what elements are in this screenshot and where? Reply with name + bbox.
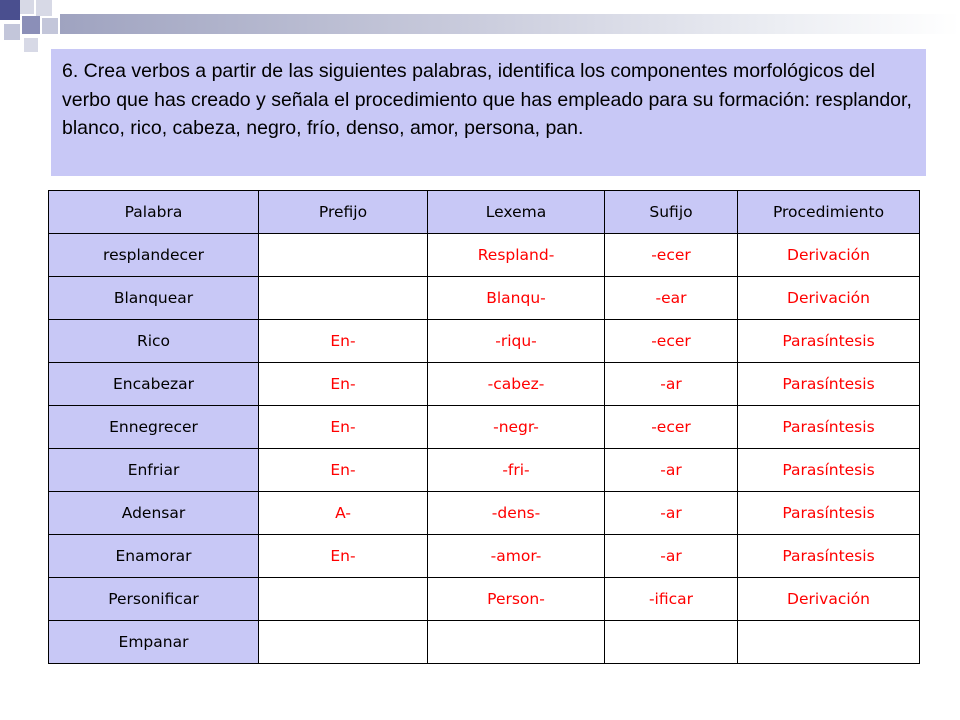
cell-lexema: Person- bbox=[428, 578, 605, 621]
cell-sufijo bbox=[605, 621, 738, 664]
cell-prefijo: A- bbox=[259, 492, 428, 535]
cell-sufijo: -ecer bbox=[605, 234, 738, 277]
table-row bbox=[49, 578, 920, 621]
cell-prefijo: En- bbox=[259, 320, 428, 363]
morphology-table bbox=[48, 190, 920, 664]
cell-sufijo: -ar bbox=[605, 535, 738, 578]
header-sufijo: Sufijo bbox=[605, 191, 738, 234]
cell-lexema: -fri- bbox=[428, 449, 605, 492]
cell-sufijo: -ar bbox=[605, 492, 738, 535]
table-header-row bbox=[49, 191, 920, 234]
cell-palabra: Empanar bbox=[49, 621, 259, 664]
header-procedimiento: Procedimiento bbox=[738, 191, 920, 234]
table-row bbox=[49, 277, 920, 320]
cell-lexema: -negr- bbox=[428, 406, 605, 449]
header-lexema: Lexema bbox=[428, 191, 605, 234]
cell-sufijo: -ear bbox=[605, 277, 738, 320]
table-row bbox=[49, 363, 920, 406]
header-prefijo: Prefijo bbox=[259, 191, 428, 234]
header-palabra: Palabra bbox=[49, 191, 259, 234]
cell-procedimiento: Derivación bbox=[738, 277, 920, 320]
table-row bbox=[49, 449, 920, 492]
deco-square bbox=[20, 0, 34, 14]
table-row bbox=[49, 234, 920, 277]
cell-prefijo bbox=[259, 621, 428, 664]
table-row bbox=[49, 320, 920, 363]
cell-procedimiento: Parasíntesis bbox=[738, 449, 920, 492]
cell-procedimiento: Derivación bbox=[738, 578, 920, 621]
cell-palabra: Ennegrecer bbox=[49, 406, 259, 449]
cell-prefijo bbox=[259, 578, 428, 621]
cell-palabra: Rico bbox=[49, 320, 259, 363]
cell-palabra: Enfriar bbox=[49, 449, 259, 492]
exercise-prompt: 6. Crea verbos a partir de las siguientes palabras, identifica los componentes morfológicos del verbo que has creado y señala el procedimiento que has empleado para su formación: resplandor, blanco, rico, cabeza, negro, frío, denso, amor, persona, pan. bbox=[51, 49, 926, 176]
cell-palabra: Encabezar bbox=[49, 363, 259, 406]
cell-prefijo: En- bbox=[259, 535, 428, 578]
cell-palabra: Enamorar bbox=[49, 535, 259, 578]
cell-prefijo: En- bbox=[259, 449, 428, 492]
deco-square bbox=[0, 0, 20, 20]
cell-lexema bbox=[428, 621, 605, 664]
cell-sufijo: -ar bbox=[605, 363, 738, 406]
cell-procedimiento: Parasíntesis bbox=[738, 535, 920, 578]
cell-procedimiento bbox=[738, 621, 920, 664]
cell-palabra: Personificar bbox=[49, 578, 259, 621]
cell-procedimiento: Parasíntesis bbox=[738, 492, 920, 535]
cell-prefijo: En- bbox=[259, 363, 428, 406]
title-gradient-bar bbox=[60, 14, 960, 34]
cell-lexema: -dens- bbox=[428, 492, 605, 535]
deco-square bbox=[24, 38, 38, 52]
deco-square bbox=[22, 16, 40, 34]
table-row bbox=[49, 621, 920, 664]
cell-sufijo: -ecer bbox=[605, 406, 738, 449]
table-row bbox=[49, 535, 920, 578]
cell-palabra: Blanquear bbox=[49, 277, 259, 320]
cell-procedimiento: Derivación bbox=[738, 234, 920, 277]
cell-procedimiento: Parasíntesis bbox=[738, 363, 920, 406]
cell-lexema: -cabez- bbox=[428, 363, 605, 406]
table-row bbox=[49, 492, 920, 535]
deco-square bbox=[4, 24, 20, 40]
cell-sufijo: -ecer bbox=[605, 320, 738, 363]
cell-procedimiento: Parasíntesis bbox=[738, 320, 920, 363]
cell-sufijo: -ar bbox=[605, 449, 738, 492]
deco-square bbox=[36, 0, 52, 16]
table-row bbox=[49, 406, 920, 449]
cell-palabra: resplandecer bbox=[49, 234, 259, 277]
cell-palabra: Adensar bbox=[49, 492, 259, 535]
deco-square bbox=[42, 18, 58, 34]
cell-prefijo: En- bbox=[259, 406, 428, 449]
cell-lexema: -amor- bbox=[428, 535, 605, 578]
cell-prefijo bbox=[259, 234, 428, 277]
cell-procedimiento: Parasíntesis bbox=[738, 406, 920, 449]
cell-lexema: Blanqu- bbox=[428, 277, 605, 320]
cell-lexema: Respland- bbox=[428, 234, 605, 277]
cell-sufijo: -ificar bbox=[605, 578, 738, 621]
cell-lexema: -riqu- bbox=[428, 320, 605, 363]
cell-prefijo bbox=[259, 277, 428, 320]
